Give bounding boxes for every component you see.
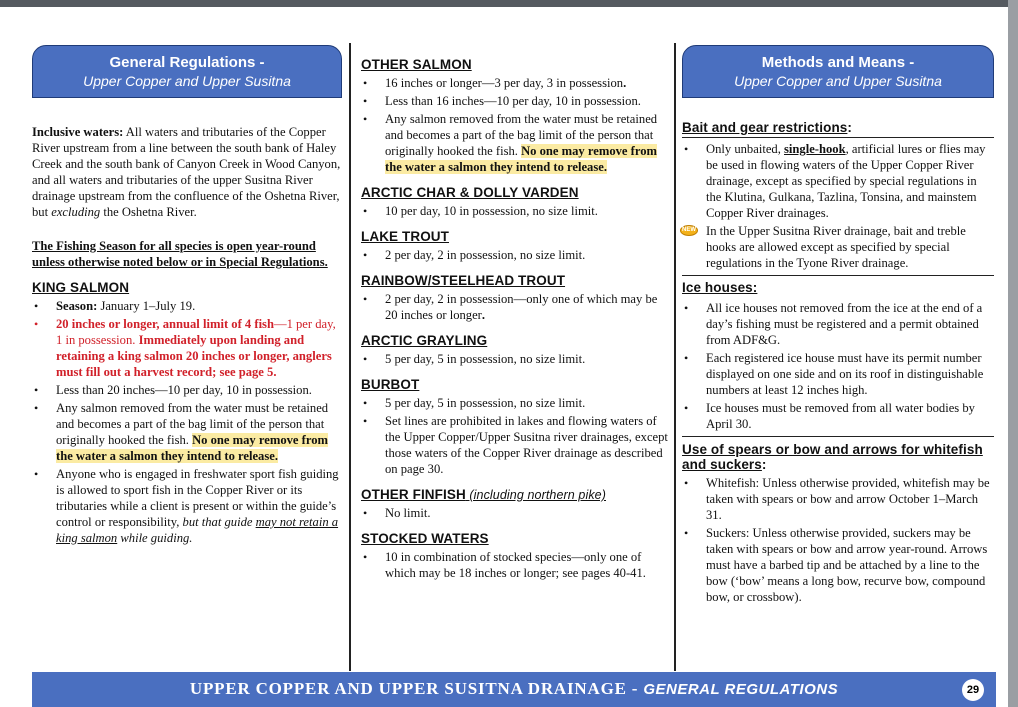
list-item: • 10 in combination of stocked species—only one of which may be 18 inches or longer; see pages 40-41. [361,549,669,581]
list-item: • 5 per day, 5 in possession, no size limit. [361,395,669,411]
list-item: • 2 per day, 2 in possession, no size limit. [361,247,669,263]
list-item: • 20 inches or longer, annual limit of 4 fish—1 per day, 1 in possession. Immediately upon landing and retaining a king salmon 20 inches or longer, anglers must fill out a harvest record; see page 5. [32,316,342,380]
stocked-waters-heading: STOCKED WATERS [361,531,489,546]
spears-bow-heading: Use of spears or bow and arrows for whitefish and suckers: [682,436,994,472]
rainbow-trout-heading: RAINBOW/STEELHEAD TROUT [361,273,566,288]
list-item: • All ice houses not removed from the ice at the end of a day’s fishing must be registered and a permit obtained from ADF&G. [682,300,994,348]
burbot-heading: BURBOT [361,377,420,392]
footer-subtitle: GENERAL REGULATIONS [643,681,839,698]
list-item: • No limit. [361,505,669,521]
list-item: • Only unbaited, single-hook, artificial lures or flies may be used in flowing waters of the Upper Copper River drainage, except as specified by special regulations in the Klutina, Gulkana, Tazlina, Tonsina, and mainstem Copper River drainages. [682,141,994,221]
list-item: NEW In the Upper Susitna River drainage, bait and treble hooks are allowed except as specified by special regulations in the Tyone River drainage. [682,224,966,270]
list-item: • Less than 16 inches—10 per day, 10 in possession. [361,93,669,109]
column-methods-and-means [682,45,994,607]
general-regulations-header [32,45,342,98]
list-item: • Any salmon removed from the water must be retained and becomes a part of the bag limit of the person that originally hooked the fish. No one may remove from the water a salmon they intend to release. [361,111,669,175]
list-item: • Anyone who is engaged in freshwater sport fish guiding is allowed to sport fish in the Copper River or its tributaries while a client is present or within the guide’s control or responsibility, but that guide may not retain a king salmon while guiding. [32,466,342,546]
new-badge-icon: NEW [680,225,698,236]
ice-houses-list [682,300,994,432]
list-item: • Less than 20 inches—10 per day, 10 in possession. [32,382,342,398]
inclusive-waters: Inclusive waters: All waters and tributaries of the Copper River upstream from a line between the south bank of Haley Creek and the south bank of Canyon Creek in Wood Canyon, and all waters and tributaries of the upper Susitna River drainage upstream from the confluence of the Oshetna River, but excluding the Oshetna River. [32,125,341,219]
lake-trout-heading: LAKE TROUT [361,229,449,244]
page-footer [32,672,996,707]
list-item: • Suckers: Unless otherwise provided, suckers may be taken with spears or bow and arrow year-round. Arrows must have a barbed tip and be attached by a line to the bow (‘bow’ means a long bow, recurve bow, compound bow, or crossbow). [682,525,994,605]
column-divider-1 [349,43,351,671]
list-item: • Whitefish: Unless otherwise provided, whitefish may be taken with spears or bow and arrow October 1–March 31. [682,475,994,523]
list-item: • 10 per day, 10 in possession, no size limit. [361,203,669,219]
list-item: • Set lines are prohibited in lakes and flowing waters of the Upper Copper/Upper Susitna river drainages, except those waters of the Copper River drainage as described on page 30. [361,413,669,477]
list-item: • Any salmon removed from the water must be retained and becomes a part of the bag limit of the person that originally hooked the fish. No one may remove from the water a salmon they intend to release. [32,400,342,464]
other-finfish-heading: OTHER FINFISH (including northern pike) [361,487,606,502]
bait-gear-list [682,141,994,271]
ice-houses-heading: Ice houses: [682,275,994,297]
list-item: • 2 per day, 2 in possession—only one of which may be 20 inches or longer. [361,291,669,323]
header-title: General Regulations - [109,54,265,71]
list-item: • Each registered ice house must have its permit number displayed on one side and on its roof in distinguishable numbers at least 12 inches high. [682,350,994,398]
header-title: Methods and Means - [761,54,915,71]
season-notice: The Fishing Season for all species is open year-round unless otherwise noted below or in Special Regulations. [32,239,328,269]
other-salmon-list [361,75,669,175]
list-item: • Ice houses must be removed from all water bodies by April 30. [682,400,994,432]
other-salmon-heading: OTHER SALMON [361,57,472,72]
list-item: • 5 per day, 5 in possession, no size limit. [361,351,669,367]
king-salmon-list [32,298,342,546]
column-species-limits [361,45,669,583]
list-item: • Season: January 1–July 19. [32,298,342,314]
header-subtitle: Upper Copper and Upper Susitna [83,73,291,89]
header-subtitle: Upper Copper and Upper Susitna [734,73,942,89]
footer-title: UPPER COPPER AND UPPER SUSITNA DRAINAGE - [189,679,644,698]
king-salmon-heading: KING SALMON [32,280,130,295]
methods-means-header [682,45,994,98]
column-divider-2 [674,43,676,671]
viewer-top-bar [0,0,1018,7]
page-number: 29 [962,679,984,701]
document-page [10,7,1008,707]
spears-bow-list [682,475,994,605]
viewer-scrollbar[interactable] [1008,0,1018,707]
list-item: • 16 inches or longer—3 per day, 3 in possession. [361,75,669,91]
arctic-char-heading: ARCTIC CHAR & DOLLY VARDEN [361,185,579,200]
bait-gear-heading: Bait and gear restrictions: [682,120,994,138]
column-general-regulations [32,45,342,548]
arctic-grayling-heading: ARCTIC GRAYLING [361,333,488,348]
